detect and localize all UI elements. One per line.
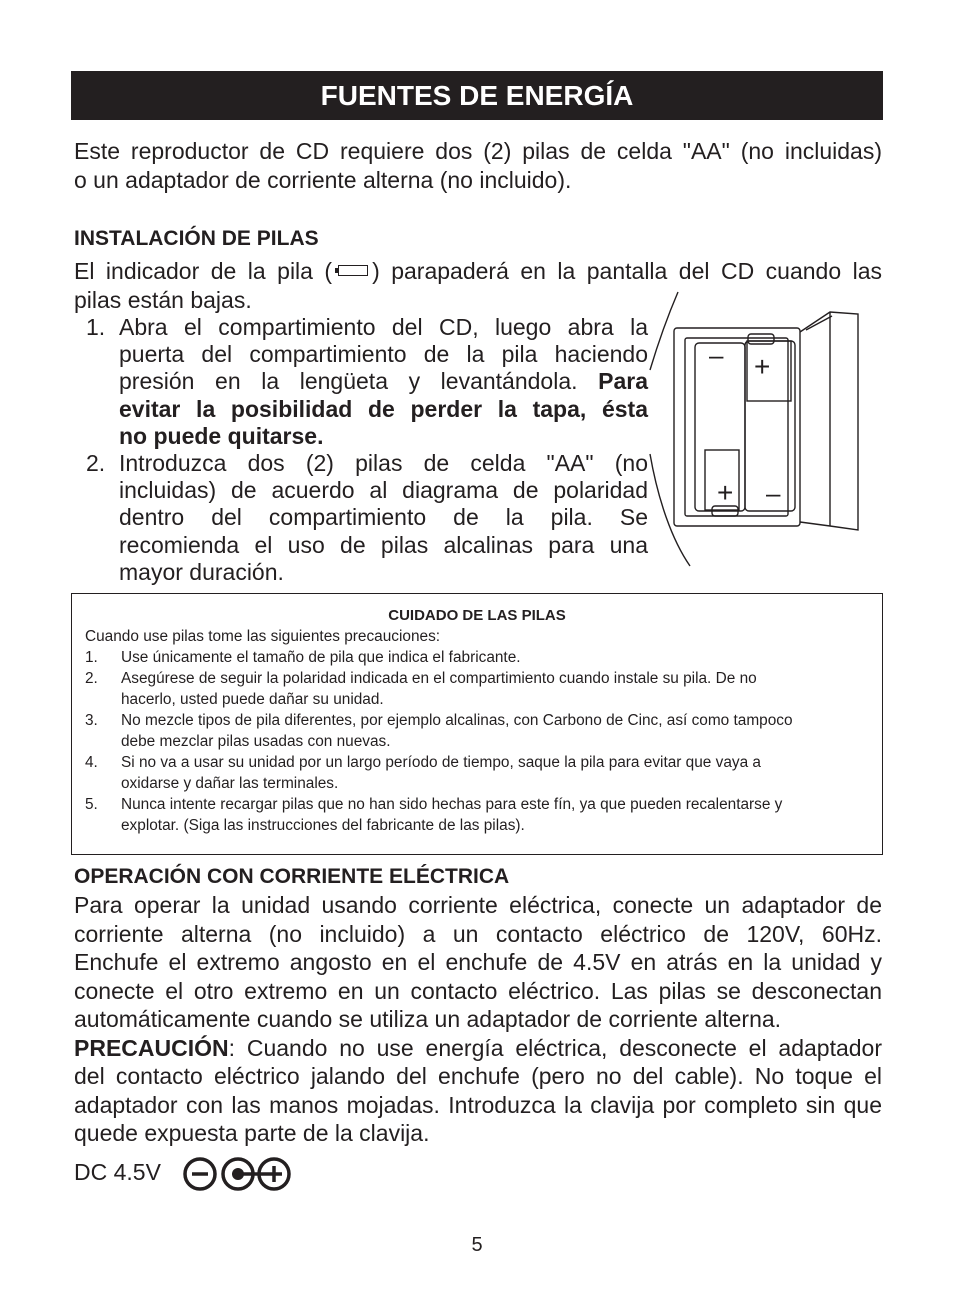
list-item bbox=[85, 752, 869, 794]
list-line: Si no va a usar su unidad por un largo período de tiempo, saque la pila para evitar que vaya a bbox=[121, 754, 761, 771]
step-1 bbox=[86, 314, 648, 450]
compartment-door bbox=[800, 312, 858, 530]
step-text bbox=[119, 314, 648, 450]
list-line: No mezcle tipos de pila diferentes, por ejemplo alcalinas, con Carbono de Cinc, así como tampoco bbox=[121, 712, 793, 729]
list-item bbox=[85, 668, 869, 710]
step-number: 2. bbox=[86, 450, 106, 477]
caution-text: : Cuando no use energía eléctrica, desconecte el adaptador bbox=[228, 1034, 882, 1061]
step-line-bold: no puede quitarse. bbox=[119, 422, 324, 449]
paragraph-line: Para operar la unidad usando corriente eléctrica, conecte un adaptador de bbox=[74, 892, 882, 918]
install-steps bbox=[86, 314, 648, 586]
list-text bbox=[121, 752, 869, 794]
page-title: FUENTES DE ENERGÍA bbox=[71, 71, 883, 120]
ac-operation-paragraph bbox=[74, 891, 882, 1148]
list-item bbox=[85, 647, 869, 668]
step-line: mayor duración. bbox=[119, 558, 284, 585]
plus-sign-right: + bbox=[754, 351, 771, 382]
paragraph-line: corriente alterna (no incluido) a un contacto eléctrico de 120V, 60Hz. bbox=[74, 920, 882, 947]
step-line: recomienda el uso de pilas alcalinas para una bbox=[119, 531, 648, 558]
caution-label: PRECAUCIÓN bbox=[74, 1034, 229, 1061]
list-number: 2. bbox=[85, 670, 98, 687]
battery-care-box bbox=[71, 593, 883, 855]
paragraph-line: quede expuesta parte de la clavija. bbox=[74, 1120, 430, 1146]
dc-label: DC 4.5V bbox=[74, 1159, 161, 1185]
step-line-bold: Para bbox=[598, 368, 648, 395]
list-number: 4. bbox=[85, 754, 98, 771]
step-number: 1. bbox=[86, 314, 106, 340]
step-text bbox=[119, 450, 648, 586]
battery-indicator-icon bbox=[338, 265, 368, 276]
battery-install-heading: INSTALACIÓN DE PILAS bbox=[74, 227, 319, 250]
step-line: Abra el compartimiento del CD, luego abra la bbox=[119, 314, 648, 340]
indicator-text-a: El indicador de la pila ( bbox=[74, 258, 333, 284]
paragraph-line: Enchufe el extremo angosto en el enchufe de 4.5V en atrás en la unidad y bbox=[74, 949, 882, 975]
intro-paragraph bbox=[74, 137, 882, 195]
intro-line: o un adaptador de corriente alterna (no incluido). bbox=[74, 167, 572, 193]
list-line: hacerlo, usted puede dañar su unidad. bbox=[121, 691, 384, 708]
list-text bbox=[121, 710, 869, 752]
list-number: 1. bbox=[85, 649, 98, 666]
list-item bbox=[85, 710, 869, 752]
step-line: dentro del compartimiento de la pila. Se bbox=[119, 504, 648, 531]
paragraph-line: automáticamente cuando se utiliza un adaptador de corriente alterna. bbox=[74, 1006, 782, 1032]
list-line: explotar. (Siga las instrucciones del fabricante de las pilas). bbox=[121, 817, 525, 834]
list-number: 3. bbox=[85, 712, 98, 729]
indicator-text-b: ) parapaderá en la pantalla del CD cuando las bbox=[372, 258, 882, 284]
list-line: Use únicamente el tamaño de pila que indica el fabricante. bbox=[121, 649, 521, 666]
paragraph-line: adaptador con las manos mojadas. Introduzca la clavija por completo sin que bbox=[74, 1091, 882, 1118]
list-line: oxidarse y dañar las terminales. bbox=[121, 775, 339, 792]
step-line: puerta del compartimiento de la pila haciendo bbox=[119, 341, 648, 368]
paragraph-line: del contacto eléctrico jalando del enchufe (pero no del cable). No toque el bbox=[74, 1063, 882, 1089]
indicator-line bbox=[74, 257, 882, 286]
list-line: Asegúrese de seguir la polaridad indicada en el compartimiento cuando instale su pila. De no bbox=[121, 670, 757, 687]
list-line: Nunca intente recargar pilas que no han sido hechas para este fín, ya que pueden recalentarse y bbox=[121, 796, 783, 813]
battery-care-title: CUIDADO DE LAS PILAS bbox=[388, 607, 566, 624]
minus-sign-left: – bbox=[709, 340, 724, 370]
list-line: debe mezclar pilas usadas con nuevas. bbox=[121, 733, 391, 750]
page-number: 5 bbox=[471, 1234, 483, 1256]
step-line-bold: evitar la posibilidad de perder la tapa, ésta bbox=[119, 395, 648, 422]
callout-line-bottom bbox=[650, 454, 690, 566]
list-text bbox=[121, 647, 869, 668]
step-line bbox=[119, 368, 648, 395]
battery-care-intro: Cuando use pilas tome las siguientes precauciones: bbox=[85, 628, 441, 645]
paragraph-line: conecte el otro extremo en un contacto eléctrico. Las pilas se desconectan bbox=[74, 977, 882, 1004]
list-text bbox=[121, 794, 869, 836]
compartment-frame bbox=[674, 328, 800, 526]
step-2 bbox=[86, 450, 648, 586]
indicator-line: pilas están bajas. bbox=[74, 287, 252, 313]
intro-line: Este reproductor de CD requiere dos (2) pilas de celda "AA" (no incluidas) bbox=[74, 138, 882, 164]
plus-sign-left: + bbox=[717, 477, 734, 508]
caution-line bbox=[74, 1034, 882, 1063]
list-text bbox=[121, 668, 869, 710]
list-number: 5. bbox=[85, 796, 98, 813]
step-line: incluidas) de acuerdo al diagrama de polaridad bbox=[119, 477, 648, 504]
list-item bbox=[85, 794, 869, 836]
ac-operation-heading: OPERACIÓN CON CORRIENTE ELÉCTRICA bbox=[74, 865, 510, 888]
dc-polarity-icon bbox=[182, 1156, 294, 1192]
step-line-normal: presión en la lengüeta y levantándola. bbox=[119, 368, 599, 395]
minus-sign-right: – bbox=[766, 478, 781, 508]
battery-compartment-illustration bbox=[640, 290, 870, 570]
step-line: Introduzca dos (2) pilas de celda "AA" (no bbox=[119, 450, 648, 477]
